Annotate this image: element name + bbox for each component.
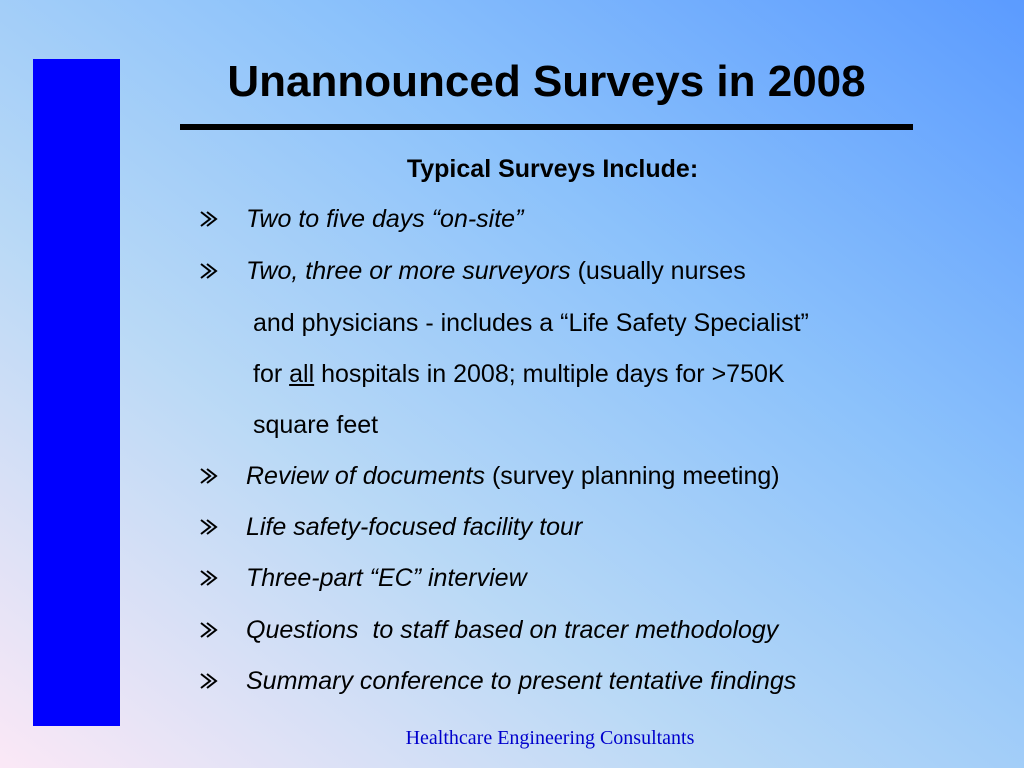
bullet-text — [246, 560, 527, 596]
arrow-bullet-icon — [198, 458, 220, 494]
bullet-emphasis: Life safety-focused facility tour — [246, 513, 583, 541]
slide-title: Unannounced Surveys in 2008 — [227, 57, 866, 106]
bullet-detail: (survey planning meeting) — [485, 462, 780, 490]
bullet-text — [246, 509, 582, 545]
continuation-prefix: for — [253, 360, 290, 388]
arrow-bullet-icon — [198, 201, 220, 237]
bullet-emphasis: Two to five days “on-site” — [246, 205, 524, 233]
bullet-text — [246, 663, 796, 699]
bullet-emphasis: Questions to staff based on tracer methodology — [246, 616, 779, 644]
arrow-bullet-icon — [198, 509, 220, 545]
underlined-word: all — [289, 360, 315, 388]
bullet-detail: (usually nurses — [570, 257, 746, 285]
bullet-text — [246, 201, 523, 237]
arrow-bullet-icon — [198, 612, 220, 648]
bullet-emphasis: Two, three or more surveyors — [246, 257, 571, 285]
bullet-emphasis: Review of documents — [246, 462, 486, 490]
arrow-bullet-icon — [198, 663, 220, 699]
bullet-text — [246, 612, 778, 648]
slide-subtitle: Typical Surveys Include: — [406, 155, 699, 183]
arrow-bullet-icon — [198, 253, 220, 289]
bullet-continuation-line: square feet — [253, 411, 379, 439]
continuation-suffix: hospitals in 2008; multiple days for >750K — [314, 360, 785, 388]
title-underline-rule — [180, 124, 913, 130]
decorative-side-bar — [33, 59, 120, 726]
bullet-continuation-line: and physicians - includes a “Life Safety Specialist” — [253, 309, 809, 337]
bullet-emphasis: Three-part “EC” interview — [246, 564, 527, 592]
arrow-bullet-icon — [198, 560, 220, 596]
bullet-emphasis: Summary conference to present tentative findings — [246, 667, 797, 695]
footer-company-name: Healthcare Engineering Consultants — [405, 727, 695, 749]
bullet-continuation-line — [253, 356, 785, 392]
bullet-text — [246, 253, 746, 289]
bullet-text — [246, 458, 780, 494]
